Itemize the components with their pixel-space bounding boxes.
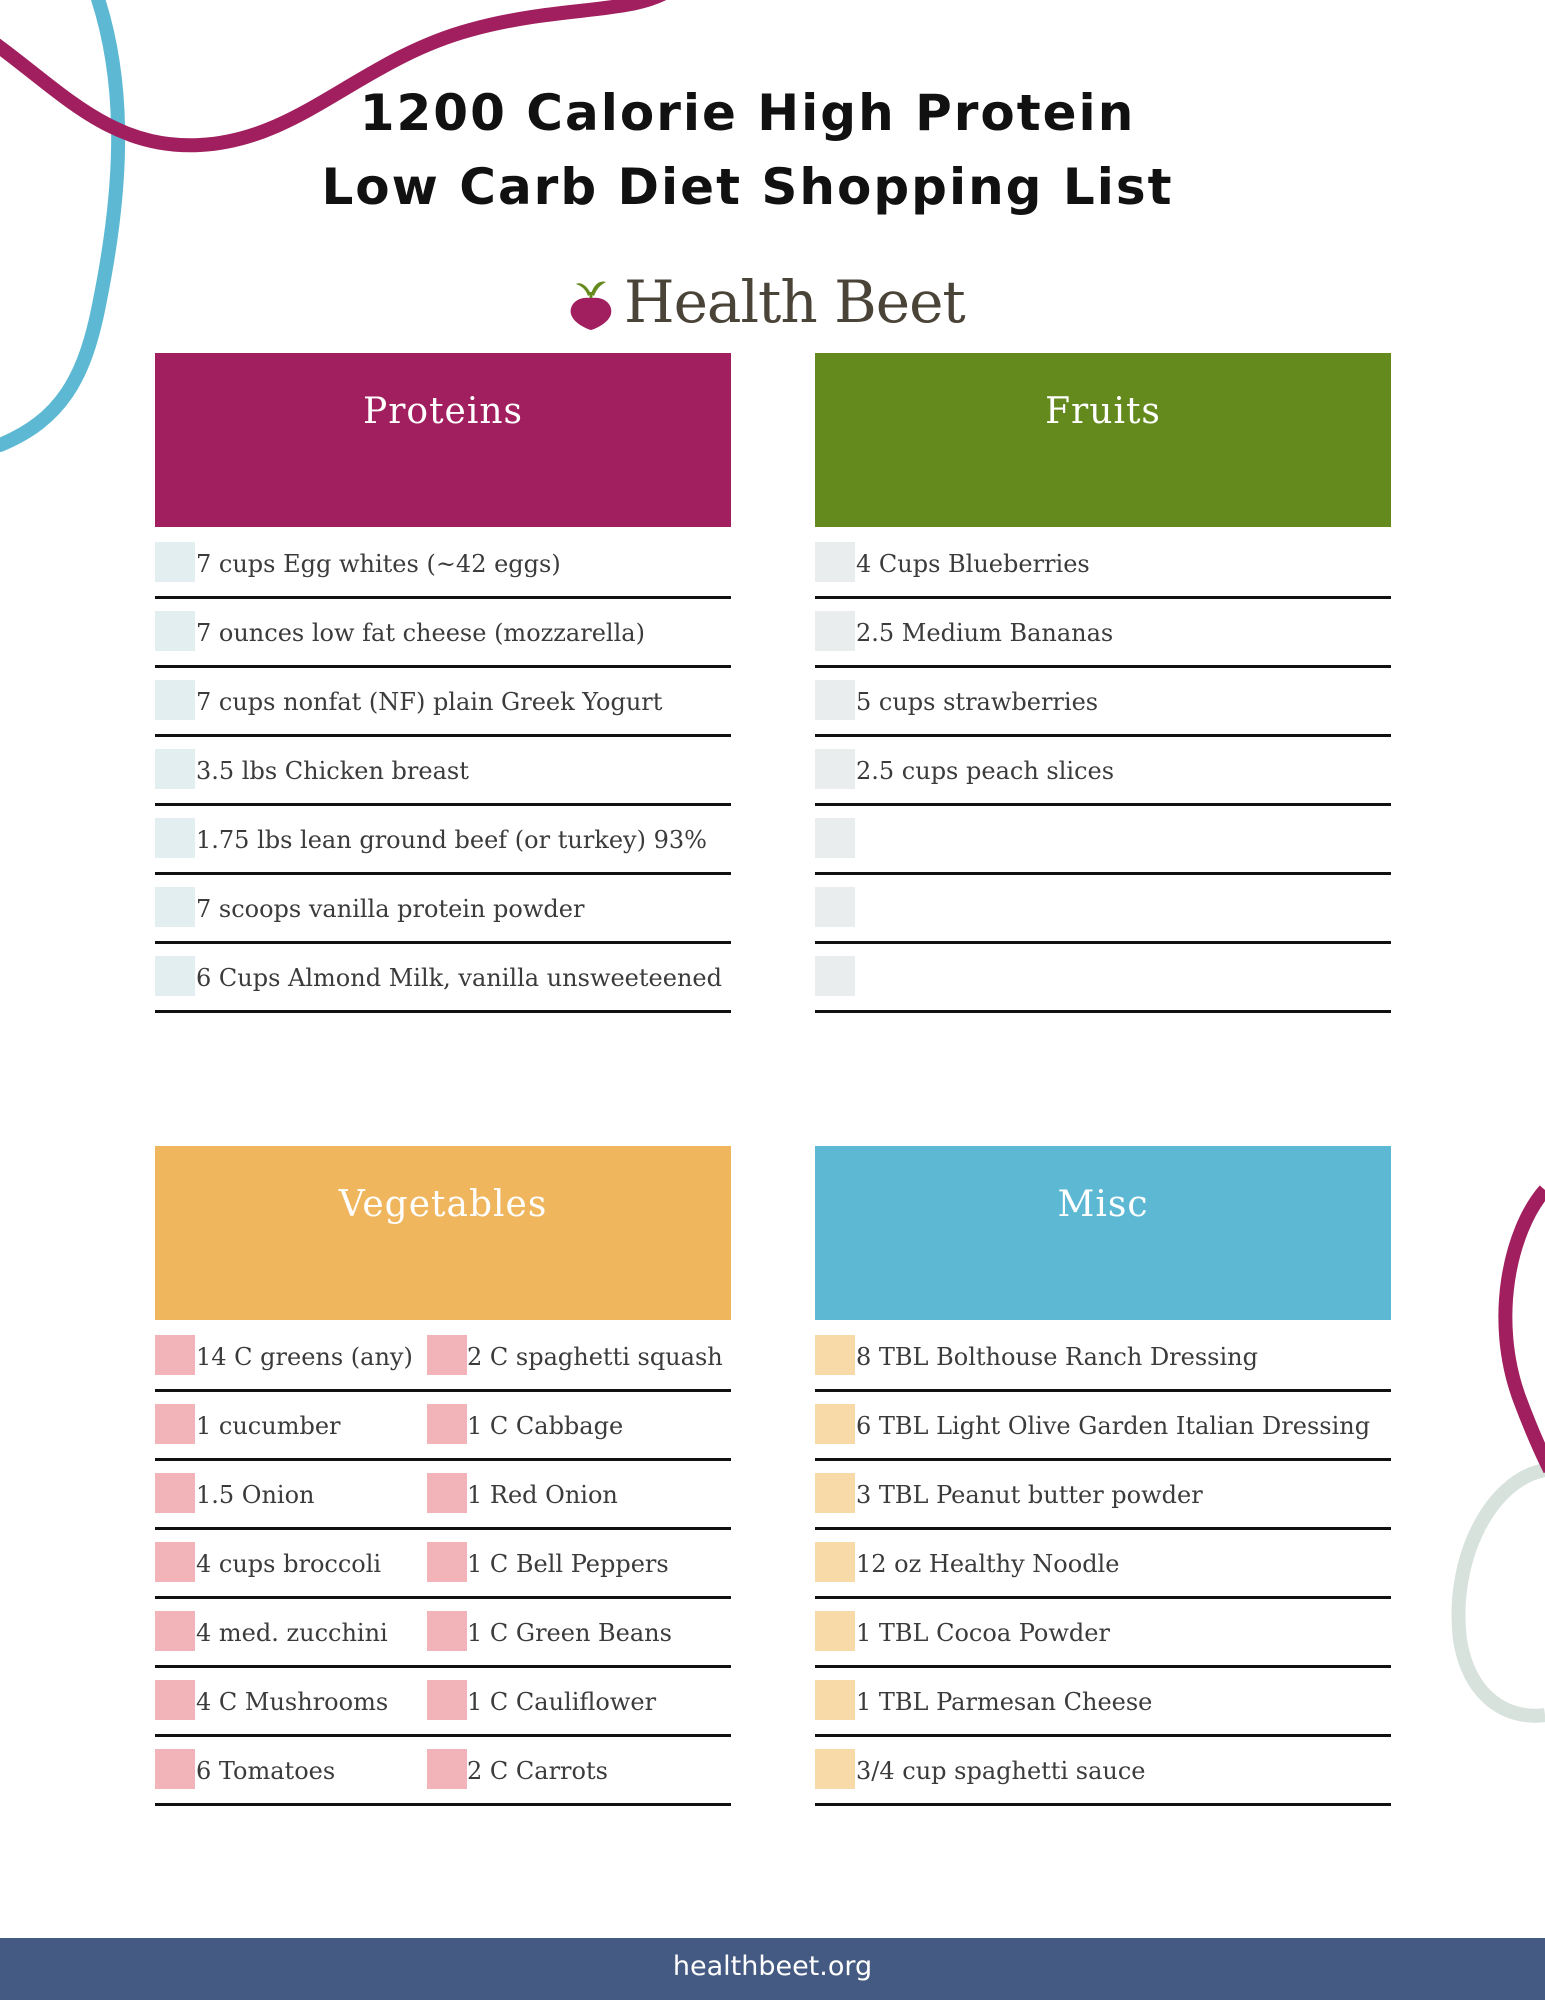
checkbox[interactable] bbox=[815, 1335, 855, 1375]
item-label: 12 oz Healthy Noodle bbox=[856, 1550, 1120, 1578]
checkbox[interactable] bbox=[815, 680, 855, 720]
list-item bbox=[815, 737, 1391, 806]
footer-bar bbox=[0, 1938, 1545, 2000]
magenta-curve-right bbox=[1505, 1190, 1545, 1470]
list-item bbox=[155, 1668, 731, 1737]
item-label: 6 Tomatoes bbox=[196, 1757, 336, 1785]
list-item bbox=[155, 944, 731, 1013]
checkbox[interactable] bbox=[155, 749, 195, 789]
checkbox[interactable] bbox=[155, 887, 195, 927]
item-label: 1 C Green Beans bbox=[467, 1619, 672, 1647]
checkbox[interactable] bbox=[155, 1404, 195, 1444]
item-label: 1 C Cabbage bbox=[467, 1412, 624, 1440]
fruits-header: Fruits bbox=[815, 353, 1391, 527]
item-label: 3/4 cup spaghetti sauce bbox=[856, 1757, 1146, 1785]
item-label: 4 med. zucchini bbox=[196, 1619, 388, 1647]
checkbox[interactable] bbox=[155, 1611, 195, 1651]
list-item bbox=[155, 1530, 731, 1599]
item-label: 6 Cups Almond Milk, vanilla unsweeteened bbox=[196, 964, 722, 992]
list-item bbox=[155, 875, 731, 944]
vegetables-list bbox=[155, 1323, 731, 1806]
checkbox[interactable] bbox=[815, 542, 855, 582]
list-item bbox=[155, 1599, 731, 1668]
proteins-list bbox=[155, 530, 731, 1013]
item-label: 7 cups nonfat (NF) plain Greek Yogurt bbox=[196, 688, 663, 716]
item-label: 2 C Carrots bbox=[467, 1757, 608, 1785]
item-label: 1 C Bell Peppers bbox=[467, 1550, 669, 1578]
checkbox[interactable] bbox=[427, 1473, 467, 1513]
page-title-line-1: 1200 Calorie High Protein bbox=[359, 84, 1136, 142]
checkbox[interactable] bbox=[815, 1611, 855, 1651]
checkbox[interactable] bbox=[155, 680, 195, 720]
list-item bbox=[815, 1461, 1391, 1530]
checkbox[interactable] bbox=[427, 1542, 467, 1582]
item-label: 7 ounces low fat cheese (mozzarella) bbox=[196, 619, 645, 647]
fruits-list bbox=[815, 530, 1391, 1013]
list-item bbox=[155, 1461, 731, 1530]
item-label: 1 TBL Cocoa Powder bbox=[856, 1619, 1110, 1647]
checkbox[interactable] bbox=[815, 1749, 855, 1789]
item-label: 8 TBL Bolthouse Ranch Dressing bbox=[856, 1343, 1258, 1371]
checkbox[interactable] bbox=[155, 1749, 195, 1789]
list-item bbox=[815, 530, 1391, 599]
list-item bbox=[155, 806, 731, 875]
list-item bbox=[155, 1392, 731, 1461]
beet-icon bbox=[566, 272, 616, 332]
item-label: 14 C greens (any) bbox=[196, 1343, 413, 1371]
checkbox[interactable] bbox=[815, 749, 855, 789]
misc-header: Misc bbox=[815, 1146, 1391, 1320]
list-item bbox=[815, 875, 1391, 944]
checkbox[interactable] bbox=[155, 1542, 195, 1582]
item-label: 4 cups broccoli bbox=[196, 1550, 382, 1578]
checkbox[interactable] bbox=[427, 1749, 467, 1789]
misc-list bbox=[815, 1323, 1391, 1806]
item-label: 4 C Mushrooms bbox=[196, 1688, 389, 1716]
item-label: 3 TBL Peanut butter powder bbox=[856, 1481, 1203, 1509]
list-item bbox=[155, 1737, 731, 1806]
list-item bbox=[815, 1392, 1391, 1461]
list-item bbox=[815, 599, 1391, 668]
checkbox[interactable] bbox=[155, 818, 195, 858]
item-label: 1 cucumber bbox=[196, 1412, 341, 1440]
checkbox[interactable] bbox=[815, 818, 855, 858]
item-label: 4 Cups Blueberries bbox=[856, 550, 1090, 578]
checkbox[interactable] bbox=[155, 956, 195, 996]
item-label: 1 TBL Parmesan Cheese bbox=[856, 1688, 1153, 1716]
checkbox[interactable] bbox=[155, 1335, 195, 1375]
item-label: 7 cups Egg whites (~42 eggs) bbox=[196, 550, 561, 578]
grey-curve-right bbox=[1458, 1470, 1545, 1716]
checkbox[interactable] bbox=[427, 1680, 467, 1720]
checkbox[interactable] bbox=[155, 611, 195, 651]
item-label: 2.5 cups peach slices bbox=[856, 757, 1115, 785]
proteins-header: Proteins bbox=[155, 353, 731, 527]
list-item bbox=[815, 1599, 1391, 1668]
item-label: 6 TBL Light Olive Garden Italian Dressing bbox=[856, 1412, 1371, 1440]
item-label: 1 C Cauliflower bbox=[467, 1688, 657, 1716]
checkbox[interactable] bbox=[427, 1404, 467, 1444]
health-beet-logo bbox=[566, 268, 965, 336]
item-label: 1.75 lbs lean ground beef (or turkey) 93% bbox=[196, 826, 707, 854]
item-label: 7 scoops vanilla protein powder bbox=[196, 895, 585, 923]
footer-link[interactable]: healthbeet.org bbox=[672, 1951, 873, 1982]
list-item bbox=[155, 737, 731, 806]
item-label: 3.5 lbs Chicken breast bbox=[196, 757, 469, 785]
list-item bbox=[815, 944, 1391, 1013]
item-label: 2.5 Medium Bananas bbox=[856, 619, 1114, 647]
vegetables-header: Vegetables bbox=[155, 1146, 731, 1320]
checkbox[interactable] bbox=[815, 1680, 855, 1720]
list-item bbox=[815, 1737, 1391, 1806]
list-item bbox=[155, 530, 731, 599]
item-label: 5 cups strawberries bbox=[856, 688, 1099, 716]
list-item bbox=[155, 668, 731, 737]
list-item bbox=[155, 1323, 731, 1392]
item-label: 2 C spaghetti squash bbox=[467, 1343, 723, 1371]
checkbox[interactable] bbox=[815, 956, 855, 996]
checkbox[interactable] bbox=[427, 1611, 467, 1651]
page-title-line-2: Low Carb Diet Shopping List bbox=[321, 158, 1174, 216]
checkbox[interactable] bbox=[815, 611, 855, 651]
checkbox[interactable] bbox=[155, 1680, 195, 1720]
checkbox[interactable] bbox=[155, 542, 195, 582]
logo-text: Health Beet bbox=[624, 268, 965, 336]
checkbox[interactable] bbox=[815, 1404, 855, 1444]
checkbox[interactable] bbox=[815, 1473, 855, 1513]
list-item bbox=[815, 1323, 1391, 1392]
item-label: 1.5 Onion bbox=[196, 1481, 315, 1509]
list-item bbox=[815, 1530, 1391, 1599]
list-item bbox=[815, 668, 1391, 737]
checkbox[interactable] bbox=[427, 1335, 467, 1375]
checkbox[interactable] bbox=[815, 1542, 855, 1582]
checkbox[interactable] bbox=[815, 887, 855, 927]
list-item bbox=[815, 1668, 1391, 1737]
list-item bbox=[815, 806, 1391, 875]
list-item bbox=[155, 599, 731, 668]
checkbox[interactable] bbox=[155, 1473, 195, 1513]
item-label: 1 Red Onion bbox=[467, 1481, 618, 1509]
